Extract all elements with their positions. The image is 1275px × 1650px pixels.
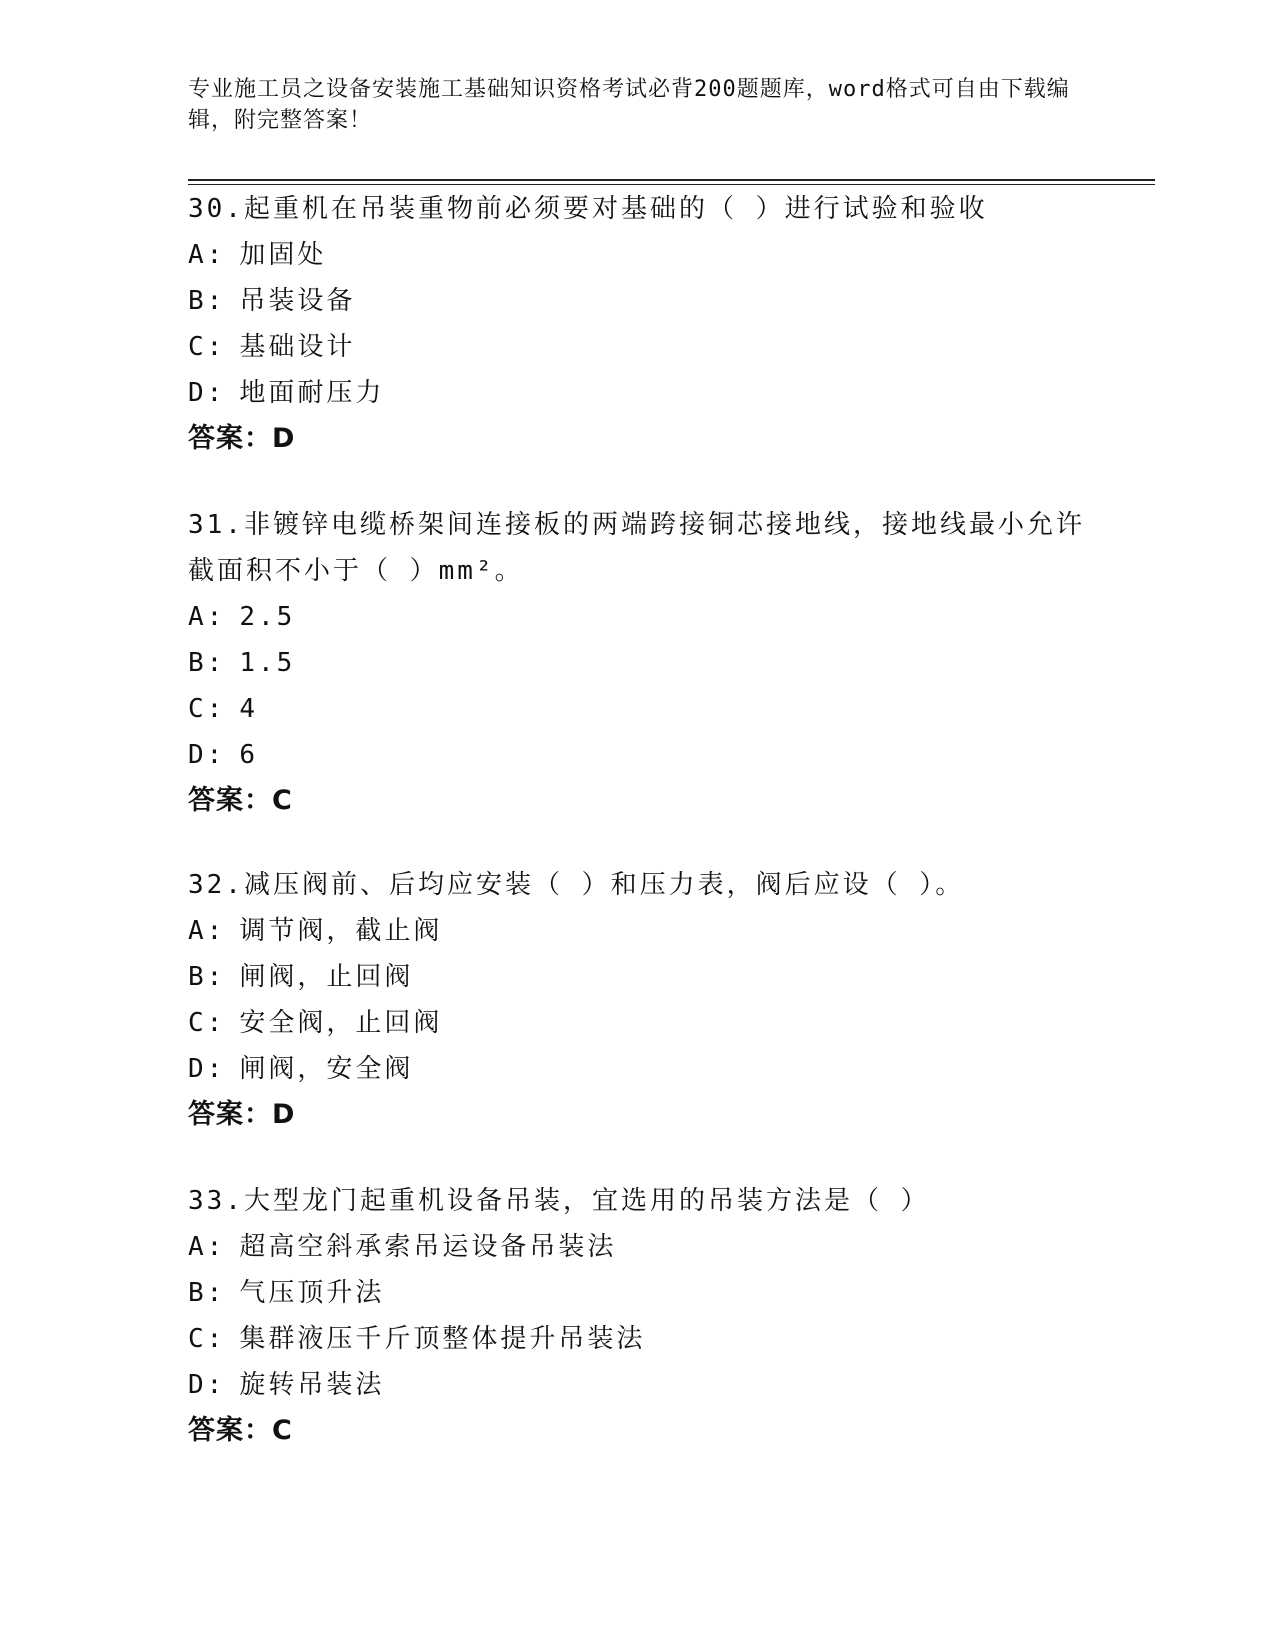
option-c [188, 324, 1088, 370]
header-divider-thick [188, 179, 1155, 181]
option-text: 闸阀，安全阀 [239, 1054, 414, 1084]
option-key: B: [188, 648, 226, 678]
option-c [188, 1000, 1088, 1046]
option-key: D: [188, 740, 226, 770]
option-d [188, 370, 1088, 416]
option-b [188, 1270, 1088, 1316]
question-stem: 32.减压阀前、后均应安装（ ）和压力表，阀后应设（ ）。 [188, 870, 965, 900]
option-key: D: [188, 1054, 226, 1084]
option-b [188, 954, 1088, 1000]
option-key: B: [188, 962, 226, 992]
option-text: 2.5 [239, 602, 296, 632]
option-key: C: [188, 1324, 226, 1354]
question-30 [188, 186, 1088, 462]
option-a [188, 232, 1088, 278]
answer-label: 答案：D [188, 1099, 296, 1130]
option-text: 气压顶升法 [239, 1278, 385, 1308]
option-text: 地面耐压力 [239, 378, 385, 408]
option-text: 超高空斜承索吊运设备吊装法 [239, 1232, 617, 1262]
option-text: 加固处 [239, 240, 327, 270]
option-text: 旋转吊装法 [239, 1370, 385, 1400]
option-key: A: [188, 916, 226, 946]
document-header: 专业施工员之设备安装施工基础知识资格考试必背200题题库，word格式可自由下载编辑，附完整答案！ [188, 77, 1070, 133]
option-key: A: [188, 240, 226, 270]
option-text: 6 [239, 740, 258, 770]
question-33 [188, 1178, 1088, 1454]
answer-label: 答案：C [188, 785, 293, 816]
option-text: 调节阀，截止阀 [239, 916, 443, 946]
option-text: 4 [239, 694, 258, 724]
answer-label: 答案：C [188, 1415, 293, 1446]
option-key: A: [188, 1232, 226, 1262]
option-b [188, 278, 1088, 324]
option-text: 基础设计 [239, 332, 356, 362]
option-d [188, 1046, 1088, 1092]
option-d [188, 1362, 1088, 1408]
answer-label: 答案：D [188, 423, 296, 454]
option-key: C: [188, 332, 226, 362]
option-key: B: [188, 286, 226, 316]
option-key: C: [188, 694, 226, 724]
option-key: C: [188, 1008, 226, 1038]
option-b [188, 640, 1088, 686]
option-c [188, 686, 1088, 732]
option-key: A: [188, 602, 226, 632]
option-c [188, 1316, 1088, 1362]
header-divider-thin [188, 184, 1155, 185]
option-a [188, 1224, 1088, 1270]
option-text: 安全阀，止回阀 [239, 1008, 443, 1038]
question-31 [188, 502, 1088, 824]
question-32 [188, 862, 1088, 1138]
option-text: 集群液压千斤顶整体提升吊装法 [239, 1324, 646, 1354]
option-key: D: [188, 1370, 226, 1400]
option-d [188, 732, 1088, 778]
option-a [188, 908, 1088, 954]
option-a [188, 594, 1088, 640]
question-stem: 31.非镀锌电缆桥架间连接板的两端跨接铜芯接地线，接地线最小允许截面积不小于（ ）mm²。 [188, 510, 1085, 586]
question-stem: 30.起重机在吊装重物前必须要对基础的（ ）进行试验和验收 [188, 194, 988, 224]
option-text: 1.5 [239, 648, 296, 678]
option-text: 吊装设备 [239, 286, 356, 316]
option-text: 闸阀，止回阀 [239, 962, 414, 992]
option-key: B: [188, 1278, 226, 1308]
option-key: D: [188, 378, 226, 408]
question-stem: 33.大型龙门起重机设备吊装，宜选用的吊装方法是（ ） [188, 1186, 930, 1216]
